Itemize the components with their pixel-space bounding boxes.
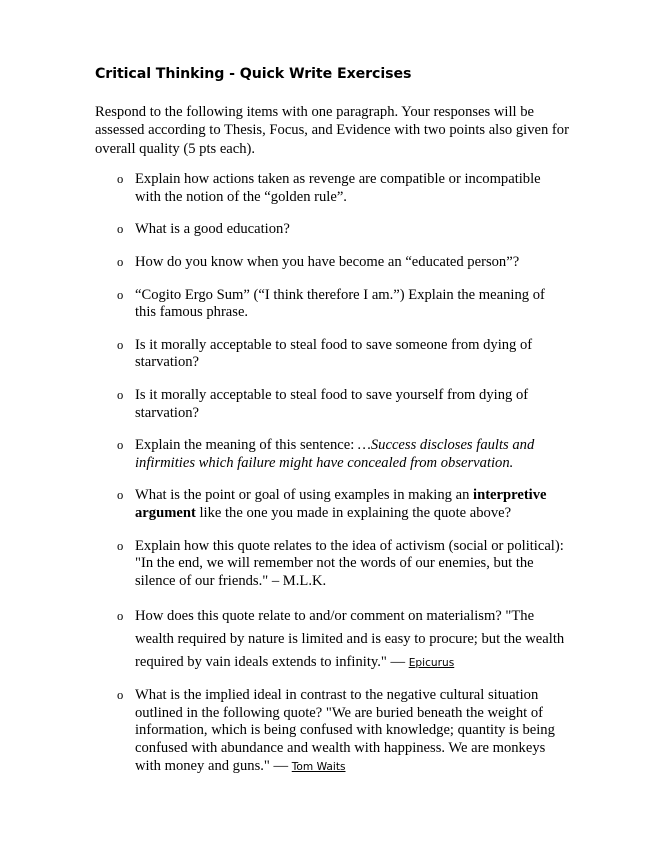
exercise-list (95, 171, 569, 776)
plain-text: “Cogito Ergo Sum” (“I think therefore I am.”) Explain the meaning of this famous phrase. (135, 286, 545, 321)
page-title: Critical Thinking - Quick Write Exercises (95, 66, 412, 82)
plain-text: Is it morally acceptable to steal food to save someone from dying of starvation? (135, 336, 533, 371)
plain-text: What is a good education? (135, 221, 290, 238)
circle-bullet-icon: o (117, 172, 124, 187)
italic-quote-text: …Success discloses faults and infirmities which failure might have concealed from observation. (135, 437, 535, 471)
circle-bullet-icon: o (117, 287, 124, 302)
list-item-text (135, 608, 564, 669)
plain-text: How do you know when you have become an “educated person”? (135, 254, 520, 271)
list-item-text (135, 687, 555, 773)
plain-text: Explain the meaning of this sentence: (135, 437, 358, 454)
list-item (95, 337, 569, 372)
list-item (95, 538, 569, 591)
list-item (95, 605, 569, 674)
plain-text: What is the point or goal of using examples in making an (135, 487, 474, 504)
list-item (95, 687, 569, 776)
list-item-text (135, 487, 547, 521)
list-item-text (135, 337, 532, 371)
circle-bullet-icon: o (117, 688, 124, 703)
list-item-text (135, 171, 541, 205)
circle-bullet-icon: o (117, 255, 124, 270)
list-item-text (135, 387, 528, 421)
plain-text: What is the implied ideal in contrast to the negative cultural situation outlined in the following quote? "We are buried beneath the weight of information, which is being confused with knowledge; quantity is being confused with abundance and wealth with happiness. We are monkeys with money and guns." — (135, 687, 555, 774)
plain-text: like the one you made in explaining the quote above? (195, 504, 512, 521)
document-content (95, 66, 569, 791)
list-item-text (135, 221, 290, 237)
list-item-text (135, 254, 519, 270)
circle-bullet-icon: o (117, 488, 124, 503)
circle-bullet-icon: o (117, 337, 124, 352)
list-item-text (135, 287, 545, 321)
circle-bullet-icon: o (117, 538, 124, 553)
list-item (95, 221, 569, 239)
list-item-text (135, 437, 534, 471)
list-item (95, 487, 569, 522)
circle-bullet-icon: o (117, 438, 124, 453)
plain-text: Explain how actions taken as revenge are compatible or incompatible with the notion of the “golden rule”. (135, 171, 541, 205)
list-item-text (135, 538, 564, 589)
list-item (95, 171, 569, 206)
plain-text: Is it morally acceptable to steal food to save yourself from dying of starvation? (135, 387, 529, 421)
bold-emphasis-text: interpretive argument (135, 487, 547, 521)
plain-text: Explain how this quote relates to the idea of activism (social or political): "In the end, we will remember not the words of our enemies, but the silence of our friends." – M.L.K. (135, 537, 564, 589)
intro-paragraph: Respond to the following items with one paragraph. Your responses will be assessed according to Thesis, Focus, and Evidence with two points also given for overall quality (5 pts each). (95, 104, 569, 157)
list-item (95, 387, 569, 422)
list-item (95, 287, 569, 322)
quote-attribution: Tom Waits (291, 760, 346, 773)
circle-bullet-icon: o (117, 222, 124, 237)
quote-attribution: Epicurus (408, 656, 455, 669)
circle-bullet-icon: o (117, 609, 124, 624)
list-item (95, 254, 569, 272)
list-item (95, 437, 569, 472)
circle-bullet-icon: o (117, 388, 124, 402)
plain-text: How does this quote relate to and/or comment on materialism? "The wealth required by nature is limited and is easy to procure; but the wealth required by vain ideals extends to infinity." — (135, 608, 565, 670)
